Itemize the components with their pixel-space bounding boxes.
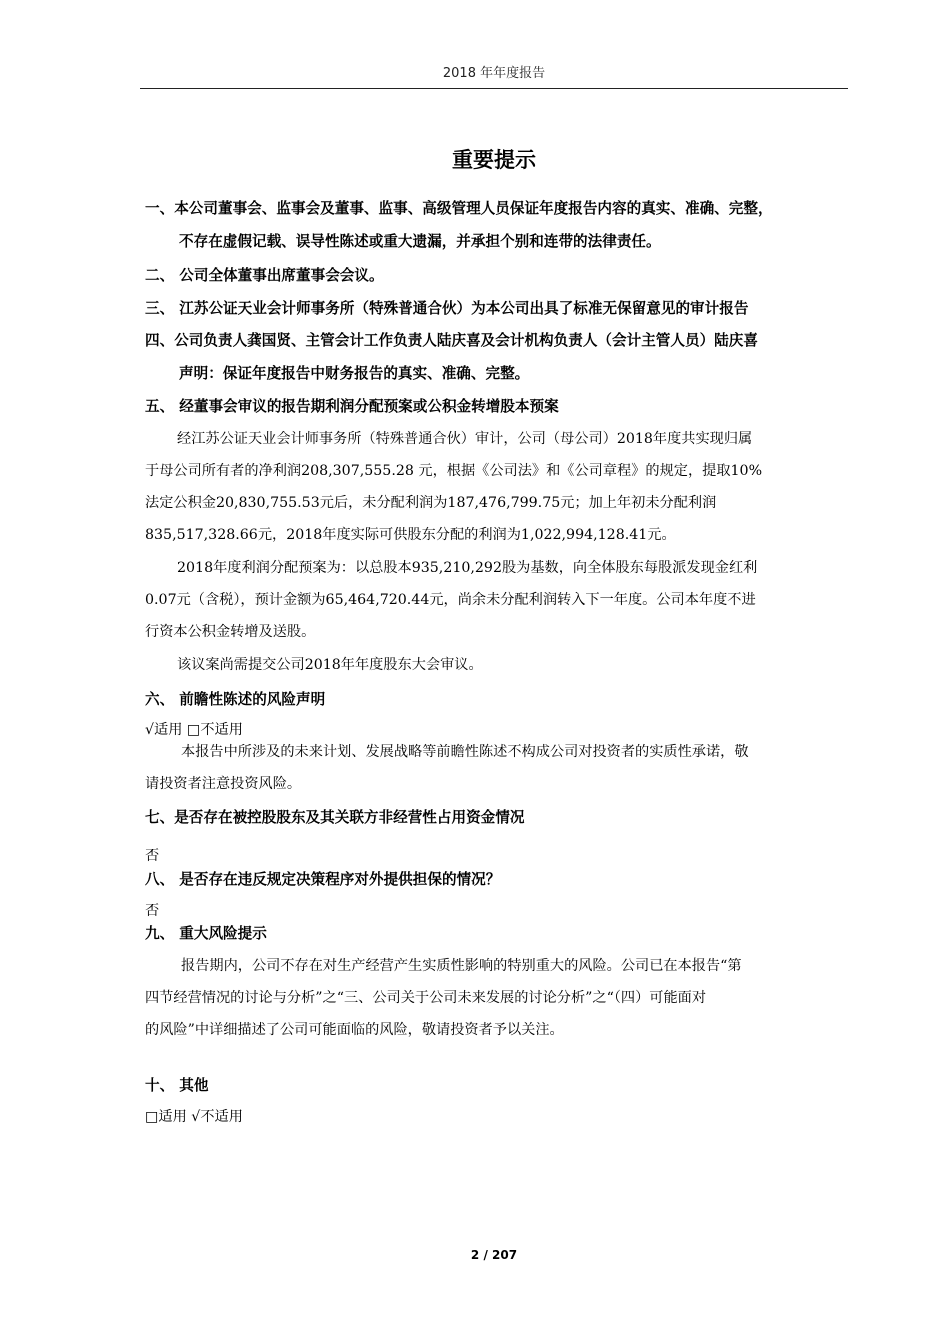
section-5-para-2-line-3: 行资本公积金转增及送股。 — [145, 624, 316, 640]
section-1-line-2: 不存在虚假记载、误导性陈述或重大遗漏，并承担个别和连带的法律责任。 — [179, 233, 661, 250]
section-6-para-line-1: 本报告中所涉及的未来计划、发展战略等前瞻性陈述不构成公司对投资者的实质性承诺，敬 — [181, 744, 749, 760]
section-5-para-3: 该议案尚需提交公司2018年年度股东大会审议。 — [177, 657, 483, 673]
page-title: 重要提示 — [452, 148, 536, 172]
section-10-applicability: □适用 √不适用 — [145, 1109, 243, 1125]
header-divider — [140, 88, 848, 89]
section-7-answer: 否 — [145, 848, 160, 864]
section-5-para-1-line-3: 法定公积金20,830,755.53元后，未分配利润为187,476,799.75元；加上年初未分配利润 — [145, 495, 717, 511]
section-9-para-line-2: 四节经营情况的讨论与分析”之“三、公司关于公司未来发展的讨论分析”之“（四）可能面对 — [145, 990, 707, 1006]
section-6-applicability: √适用 □不适用 — [145, 722, 243, 738]
section-7-heading: 七、是否存在被控股股东及其关联方非经营性占用资金情况 — [145, 809, 525, 826]
section-10-heading: 十、 其他 — [145, 1077, 209, 1094]
section-8-answer: 否 — [145, 903, 160, 919]
section-5-para-1-line-2: 于母公司所有者的净利润208,307,555.28 元，根据《公司法》和《公司章程》的规定，提取10% — [145, 463, 763, 479]
section-6-para-line-2: 请投资者注意投资风险。 — [145, 776, 302, 792]
section-9-heading: 九、 重大风险提示 — [145, 925, 267, 942]
section-3: 三、 江苏公证天业会计师事务所（特殊普通合伙）为本公司出具了标准无保留意见的审计报告 — [145, 300, 749, 317]
section-1-line-1: 一、本公司董事会、监事会及董事、监事、高级管理人员保证年度报告内容的真实、准确、完整， — [145, 200, 773, 217]
page-number: 2 / 207 — [470, 1248, 518, 1262]
section-9-para-line-1: 报告期内，公司不存在对生产经营产生实质性影响的特别重大的风险。公司已在本报告“第 — [181, 958, 742, 974]
section-5-heading: 五、 经董事会审议的报告期利润分配预案或公积金转增股本预案 — [145, 398, 559, 415]
section-5-para-2-line-1: 2018年度利润分配预案为：以总股本935,210,292股为基数，向全体股东每股派发现金红利 — [177, 560, 758, 576]
section-9-para-line-3: 的风险”中详细描述了公司可能面临的风险，敬请投资者予以关注。 — [145, 1022, 564, 1038]
section-5-para-1-line-1: 经江苏公证天业会计师事务所（特殊普通合伙）审计，公司（母公司）2018年度共实现归属 — [177, 431, 753, 447]
section-2: 二、 公司全体董事出席董事会会议。 — [145, 267, 384, 284]
section-5-para-2-line-2: 0.07元（含税），预计金额为65,464,720.44元，尚余未分配利润转入下一年度。公司本年度不进 — [145, 592, 756, 608]
section-5-para-1-line-4: 835,517,328.66元，2018年度实际可供股东分配的利润为1,022,994,128.41元。 — [145, 527, 676, 543]
section-6-heading: 六、 前瞻性陈述的风险声明 — [145, 691, 326, 708]
running-header: 2018 年年度报告 — [442, 66, 546, 81]
section-4-line-1: 四、公司负责人龚国贤、主管会计工作负责人陆庆喜及会计机构负责人（会计主管人员）陆庆喜 — [145, 332, 758, 349]
section-4-line-2: 声明：保证年度报告中财务报告的真实、准确、完整。 — [179, 365, 530, 382]
section-8-heading: 八、 是否存在违反规定决策程序对外提供担保的情况？ — [145, 871, 501, 888]
